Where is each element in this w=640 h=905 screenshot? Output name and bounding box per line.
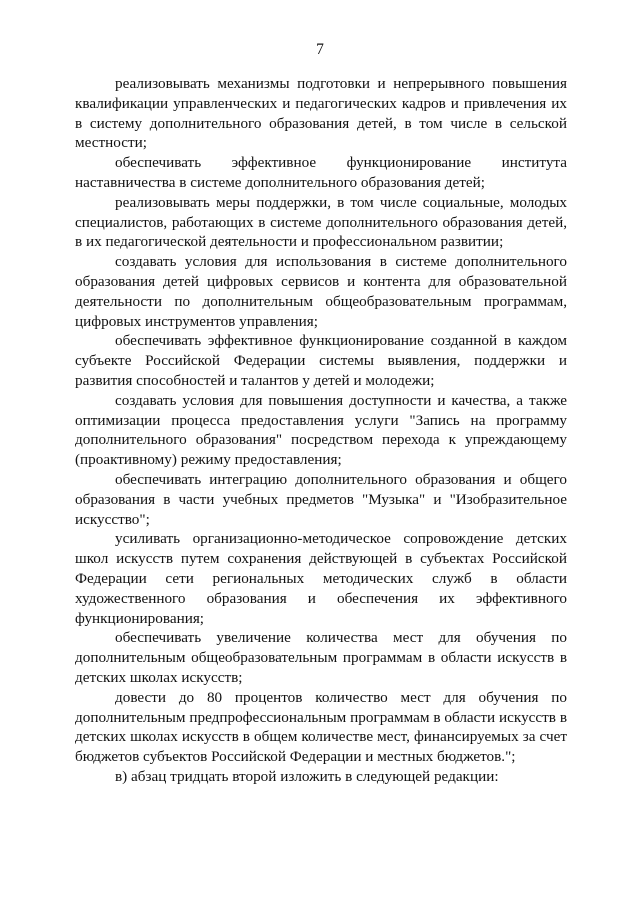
paragraph-amendment-instruction: в) абзац тридцать второй изложить в следующей редакции: <box>115 767 499 785</box>
document-body <box>75 74 567 787</box>
paragraph-methodical-support: усиливать организационно-методическое сопровождение детских школ искусств путем сохранения действующей в субъектах Российской Федерации сети региональных методических служб в области художественного образования и обеспечения их эффективного функционирования; <box>75 530 567 627</box>
page-number: 7 <box>316 41 324 58</box>
paragraph-young-specialists-support: реализовывать меры поддержки, в том числе социальные, молодых специалистов, работающих в системе дополнительного образования детей, в их педагогической деятельности и профессиональном развитии; <box>75 193 567 251</box>
paragraph-digital-services: создавать условия для использования в системе дополнительного образования детей цифровых сервисов и контента для образовательной деятельности по дополнительным общеобразовательным программам, цифровых инструментов управления; <box>75 253 567 330</box>
paragraph-talent-identification: обеспечивать эффективное функционирование созданной в каждом субъекте Российской Федерации системы выявления, поддержки и развития способностей и талантов у детей и молодежи; <box>75 332 567 389</box>
paragraph-training-mechanisms: реализовывать механизмы подготовки и непрерывного повышения квалификации управленческих и педагогических кадров и привлечения их в систему дополнительного образования детей, в том числе в сельской местности; <box>75 75 567 152</box>
paragraph-enrollment-service: создавать условия для повышения доступности и качества, а также оптимизации процесса предоставления услуги "Запись на программу дополнительного образования" посредством перехода к упреждающему (проактивному) режиму предоставления; <box>75 391 567 469</box>
paragraph-mentoring: обеспечивать эффективное функционирование института наставничества в системе дополнительного образования детей; <box>75 154 567 191</box>
paragraph-music-art-integration: обеспечивать интеграцию дополнительного образования и общего образования в части учебных предметов "Музыка" и "Изобразительное искусство"; <box>75 470 567 528</box>
paragraph-80-percent-target: довести до 80 процентов количество мест для обучения по дополнительным предпрофессиональным программам в области искусств в детских школах искусств в общем количестве мест, финансируемых за счет бюджетов субъектов Российской Федерации и местных бюджетов."; <box>75 688 567 766</box>
paragraph-increase-places: обеспечивать увеличение количества мест для обучения по дополнительным общеобразовательным программам в области искусств в детских школах искусств; <box>75 629 567 686</box>
